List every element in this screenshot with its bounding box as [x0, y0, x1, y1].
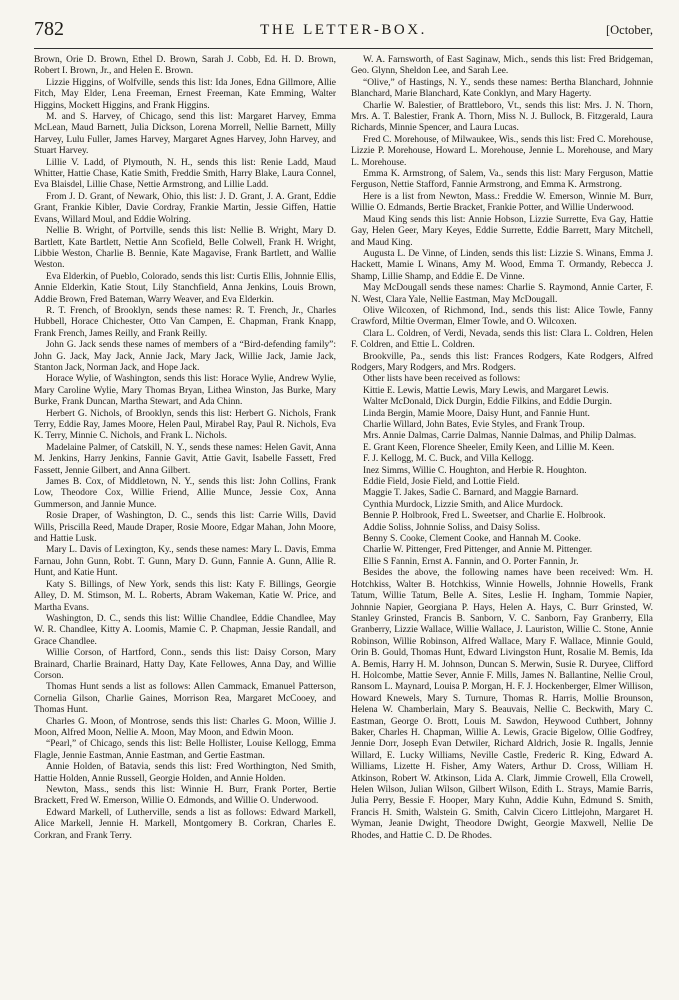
- paragraph: Cynthia Murdock, Lizzie Smith, and Alice Murdock.: [363, 499, 563, 510]
- right-column: [351, 55, 653, 842]
- paragraph: Olive Wilcoxen, of Richmond, Ind., sends this list: Alice Towle, Fanny Crawford, Miltie Overman, Elmer Towle, and O. Wilcoxen.: [351, 305, 653, 328]
- paragraph: Charlie W. Balestier, of Brattleboro, Vt., sends this list: Mrs. J. N. Thorn, Mrs. A. T. Balestier, Frank A. Thorn, Miss N. J. Bullock, B. Fitzgerald, Laura Richards, Minnie Spencer, and Laura Lucas.: [351, 100, 653, 134]
- paragraph: Madelaine Palmer, of Catskill, N. Y., sends these names: Helen Gavit, Anna M. Jenkins, Harry Jenkins, Fannie Gavit, Attie Gavit, Isabelle Fassett, Fred Fassett, Jennie Gilbert, and Anna Gilbert.: [34, 442, 336, 476]
- paragraph: W. A. Farnsworth, of East Saginaw, Mich., sends this list: Fred Bridgeman, Geo. Glynn, Sheldon Lee, and Sarah Lee.: [351, 55, 653, 77]
- paragraph: “Pearl,” of Chicago, sends this list: Belle Hollister, Louise Kellogg, Emma Flagle, Jennie Eastman, Annie Eastman, and Gertie Eastman.: [34, 739, 336, 761]
- paragraph: “Olive,” of Hastings, N. Y., sends these names: Bertha Blanchard, Johnnie Blanchard, Marie Blanchard, Kate Conklyn, and Mary Hagerty.: [351, 77, 653, 100]
- paragraph: Nellie B. Wright, of Portville, sends this list: Nellie B. Wright, Mary D. Bartlett, Kate Bartlett, Nettie Ann Scofield, Belle Colwell, Frank H. Wright, Libbie Weston, Charlie B. Bennie, Kate Magavise, Frank Bartlett, and Wallie Weston.: [34, 226, 336, 271]
- paragraph: Other lists have been received as follows:: [363, 374, 521, 385]
- paragraph: R. T. French, of Brooklyn, sends these names: R. T. French, Jr., Charles Hubbell, Horace Chichester, Otto Van Campen, E. Chapman, Frank Knapp, Frank French, James Reilly, and Frank Reilly.: [34, 305, 336, 339]
- page-number: 782: [34, 18, 64, 40]
- paragraph: Eva Elderkin, of Pueblo, Colorado, sends this list: Curtis Ellis, Johnnie Ellis, Annie Elderkin, Katie Stout, Lily Stanchfield, Anna Jenkins, Louis Brown, Addie Brown, Fred Bateman, Warry Weaver, and Eva Elderkin.: [34, 271, 336, 305]
- paragraph: Augusta L. De Vinne, of Linden, sends this list: Lizzie S. Winans, Emma J. Hackett, Mamie L Winans, Amy M. Wood, Emma T. Ormandy, Rebecca J. Shamp, Lillie Shamp, and Eddie E. De Vinne.: [351, 248, 653, 282]
- paragraph: Emma K. Armstrong, of Salem, Va., sends this list: Mary Ferguson, Mattie Ferguson, Nettie Stafford, Fannie Armstrong, and Emma K. Armstrong.: [351, 169, 653, 191]
- paragraph: Linda Bergin, Mamie Moore, Daisy Hunt, and Fannie Hunt.: [363, 408, 590, 419]
- paragraph: Charlie W. Pittenger, Fred Pittenger, and Annie M. Pittenger.: [363, 545, 593, 556]
- paragraph: Walter McDonald, Dick Durgin, Eddie Filkins, and Eddie Durgin.: [363, 397, 612, 408]
- paragraph: Katy S. Billings, of New York, sends this list: Katy F. Billings, Georgie Alley, D. M. Stimson, M. L. Roberts, Abram Wakeman, Katie W. Price, and Martha Evans.: [34, 579, 336, 613]
- paragraph: E. Grant Keen, Florence Sheeler, Emily Keen, and Lillie M. Keen.: [363, 442, 615, 453]
- paragraph: Washington, D. C., sends this list: Willie Chandlee, Eddie Chandlee, May W. R. Chandlee, Kitty A. Loomis, Mamie C. P. Chapman, Jessie Randall, and Grace Chandlee.: [34, 613, 336, 647]
- paragraph: Eddie Field, Josie Field, and Lottie Field.: [363, 477, 520, 488]
- paragraph: Benny S. Cooke, Clement Cooke, and Hannah M. Cooke.: [363, 534, 581, 545]
- paragraph: Addie Soliss, Johnnie Soliss, and Daisy Soliss.: [363, 522, 540, 533]
- paragraph: May McDougall sends these names: Charlie S. Raymond, Annie Carter, F. N. West, Clara Yale, Nellie Eastman, May McDougall.: [351, 283, 653, 305]
- paragraph: Charles G. Moon, of Montrose, sends this list: Charles G. Moon, Willie J. Moon, Alfred Moon, Nellie A. Moon, May Moon, and Edwin Moon.: [34, 716, 336, 738]
- issue-month: [October,: [605, 23, 653, 37]
- paragraph: Clara L. Coldren, of Verdi, Nevada, sends this list: Clara L. Coldren, Helen F. Coldren, and Ettie L. Coldren.: [351, 328, 653, 351]
- paragraph: Horace Wylie, of Washington, sends this list: Horace Wylie, Andrew Wylie, Mary Caroline Wylie, Mary Thomas Bryan, Lithea Winston, Jas Burke, Mary Burke, Frank Duncan, Martha Stewart, and Ada Chinn.: [34, 374, 336, 408]
- paragraph: Maud King sends this list: Annie Hobson, Lizzie Surrette, Eva Gay, Hattie Gay, Helen Geer, Mary Keyes, Eddie Surrette, Eddie Barrett, Mary Mitchell, and Maud King.: [351, 214, 653, 248]
- paragraph: Willie Corson, of Hartford, Conn., sends this list: Daisy Corson, Mary Brainard, Charlie Brainard, Hatty Day, Kate Fellowes, Anna Day, and Willie Corson.: [34, 648, 336, 681]
- running-title: THE LETTER-BOX.: [260, 22, 427, 38]
- paragraph: Fred C. Morehouse, of Milwaukee, Wis., sends this list: Fred C. Morehouse, Lizzie P. Morehouse, Howard L. Morehouse, Jennie L. Morehouse, and Mary L. Morehouse.: [351, 134, 653, 168]
- paragraph: Bennie P. Holbrook, Fred L. Sweetser, and Charlie E. Holbrook.: [363, 511, 606, 522]
- paragraph: M. and S. Harvey, of Chicago, send this list: Margaret Harvey, Emma McLean, Maud Barnett, Julia Dickson, Lorena Morrell, Nellie Barnett, Milly Harvey, Lulu Fuller, James Harvey, Margaret Agnes Harvey, John Harvey, and Stuart Harvey.: [34, 112, 336, 157]
- paragraph: Besides the above, the following names have been received: Wm. H. Hotchkiss, Walter B. Hotchkiss, Winnie Howells, Johnnie Howells, Frank Tatum, Willie Tatum, Belle A. Sites, Leslie H. Ingham, Tommie Napier, Johnnie Napier, Georgiana P. Hays, Helen A. Hays, C. Burr Grinsted, W. Stanley Grinsted, Francis B. Sanborn, V. C. Sanborn, Fay Granberry, Ella Granberry, Lizzie Wallace, Willie Wallace, J. Lauriston, Willie C. Stone, Annie Robinson, Willie Robinson, Alfred Wallace, Mary F. Wallace, Minnie Gould, Orin B. Gould, Thomas Hunt, Edward Livingston Hunt, Rosalie M. Bemis, Ida A. Bemis, Harry H. M. Johnson, Duncan S. Merwin, Susie R. Duryee, Clifford H. Holcombe, Mattie Sever, Annie F. Mills, James N. Ballantine, Nellie Croul, Ransom L. Maynard, Louisa P. Morgan, H. F. J. Hockenberger, Elmer Willison, Howard Knewels, Mary S. Turnure, Thomas R. Harris, Mollie Brounson, Helena W. Chamberlain, Mary S. Beauvais, Nellie C. Beckwith, Mary C. Eastman, George O. Brott, Louis M. Sawdon, Heywood Cuthbert, Johnny Baker, Charles H. Chapman, Willie A. Lewis, Gracie Bigelow, Ollie Godfrey, Jennie Dorr, Joseph Evan Detwiler, Richard Aldrich, Josie R. Ingalls, Jennie Willard, E. Lucky Williams, Neville Castle, Frederic R. King, Edward A. Williams, Lizette H. Fisher, Amy Waters, Arthur D. Cross, William H. Atkinson, Robert W. Atkinson, Lida A. Clark, Jimmie Crowell, Ella Crowell, Helen Wilson, Julian Wilson, Gilbert Wilson, Edith L. Strays, Mamie Barris, Julia Perry, Bessie F. Hooper, Mary Kuhn, Addie Kuhn, Edmund S. Smith, Francis H. Smith, Walstein G. Smith, Calvin Cicero Littlejohn, Margaret H. Wyman, Jeanie Dwight, Theodore Dwight, Georgie Maxwell, Nellie De Rhodes, and Hattie C. D. De Rhodes.: [351, 568, 653, 841]
- paragraph: Brown, Orie D. Brown, Ethel D. Brown, Sarah J. Cobb, Ed. H. D. Brown, Robert I. Brown, Jr., and Helen E. Brown.: [34, 55, 336, 77]
- paragraph: Thomas Hunt sends a list as follows: Allen Cammack, Emanuel Patterson, Cornelia Gilson, Charlie Gaines, Morrison Rea, Margaret McCooey, and Thomas Hunt.: [34, 682, 336, 716]
- paragraph: John G. Jack sends these names of members of a “Bird-defending family”: John G. Jack, May Jack, Annie Jack, Mary Jack, Willie Jack, Jamie Jack, Stanton Jack, Norman Jack, and Hope Jack.: [34, 340, 336, 373]
- paragraph: Brookville, Pa., sends this list: Frances Rodgers, Kate Rodgers, Alfred Rodgers, Mary Rodgers, and Mrs. Rodgers.: [351, 351, 653, 373]
- left-column: [34, 55, 336, 842]
- paragraph: Mary L. Davis of Lexington, Ky., sends these names: Mary L. Davis, Emma Farnau, John Gunn, Robt. T. Gunn, Mary D. Gunn, Fannie A. Gunn, Allie R. Hunt, and Katie Hunt.: [34, 545, 336, 579]
- paragraph: Newton, Mass., sends this list: Winnie H. Burr, Frank Porter, Bertie Brackett, Fred W. Emerson, Willie O. Edmonds, and Willie O. Underwood.: [34, 785, 336, 807]
- paragraph: Mrs. Annie Dalmas, Carrie Dalmas, Nannie Dalmas, and Philip Dalmas.: [363, 431, 637, 442]
- paragraph: Annie Holden, of Batavia, sends this list: Fred Worthington, Ned Smith, Hattie Holden, Annie Russell, Georgie Holden, and Annie Holden.: [34, 762, 336, 784]
- paragraph: F. J. Kellogg, M. C. Buck, and Villa Kellogg.: [363, 454, 534, 465]
- text-columns: [34, 55, 653, 842]
- paragraph: Here is a list from Newton, Mass.: Freddie W. Emerson, Winnie M. Burr, Willie O. Edmands, Bertie Bracket, Frankie Potter, and Willie Underwood.: [351, 191, 653, 214]
- paragraph: Herbert G. Nichols, of Brooklyn, sends this list: Herbert G. Nichols, Frank Terry, Eddie Ray, James Moore, Helen Paul, Mirabel Ray, Paul R. Nichols, Eva K. Terry, Minnie C. Nichols, and Frank L. Nichols.: [34, 408, 336, 442]
- paragraph: Rosie Draper, of Washington, D. C., sends this list: Carrie Wills, David Wills, Priscilla Reed, Maude Draper, Rosie Moore, Edgar Mahan, John Moore, and Hattie Lusk.: [34, 511, 336, 545]
- paragraph: Lizzie Higgins, of Wolfville, sends this list: Ida Jones, Edna Gillmore, Allie Fitch, May Elder, Lena Freeman, Ernest Freeman, Kate Emming, Walter Higgins, Mockett Higgins, and Frank Higgins.: [34, 77, 336, 111]
- paragraph: Inez Simms, Willie C. Houghton, and Herbie R. Houghton.: [363, 465, 587, 476]
- paragraph: From J. D. Grant, of Newark, Ohio, this list: J. D. Grant, J. A. Grant, Eddie Grant, Frankie Kibler, Davie Cordray, Frankie Martin, Jessie Giffen, Hattie Evans, Willard Moul, and Eddie Wolring.: [34, 191, 336, 225]
- paragraph: Lillie V. Ladd, of Plymouth, N. H., sends this list: Renie Ladd, Maud Whitter, Hattie Chase, Katie Smith, Freddie Smith, Harry Blake, Laura Connel, Eva Blaisdel, Lillie Chase, Nettie Armstrong, and Lillie Ladd.: [34, 157, 336, 191]
- page-header: [34, 18, 653, 49]
- paragraph: Edward Markell, of Lutherville, sends a list as follows: Edward Markell, Alice Markell, Jennie H. Markell, Montgomery B. Corkran, Charles E. Corkran, and Frank Terry.: [34, 807, 336, 841]
- paragraph: Maggie T. Jakes, Sadie C. Barnard, and Maggie Barnard.: [363, 488, 579, 499]
- paragraph: Kittie E. Lewis, Mattie Lewis, Mary Lewis, and Margaret Lewis.: [363, 385, 609, 396]
- paragraph: Charlie Willard, John Bates, Evie Styles, and Frank Troup.: [363, 420, 585, 430]
- paragraph: Ellie S Fannin, Ernst A. Fannin, and O. Porter Fannin, Jr.: [363, 556, 579, 567]
- paragraph: James B. Cox, of Middletown, N. Y., sends this list: John Collins, Frank Low, Theodore Cox, Willie Friend, Allie Munce, Jessie Cox, Anna Gummerson, and Jannie Munce.: [34, 477, 336, 510]
